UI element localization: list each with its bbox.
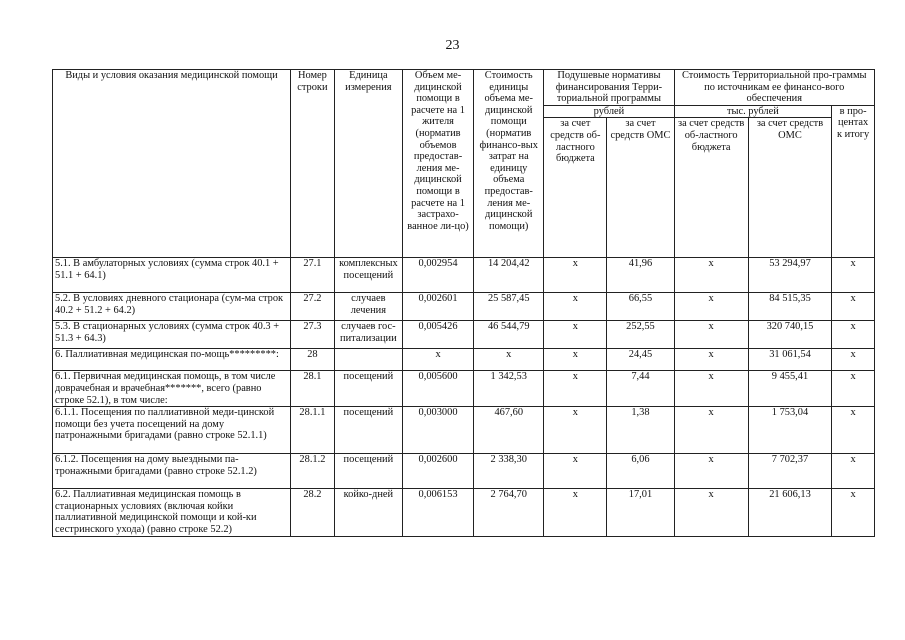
row-cost-oms: 21 606,13 <box>748 489 831 536</box>
row-norm-oms: 7,44 <box>607 371 674 407</box>
header-types: Виды и условия оказания медицинской помощи <box>53 70 291 258</box>
row-cost: 467,60 <box>474 407 544 454</box>
row-cost: 1 342,53 <box>474 371 544 407</box>
row-norm-oms: 24,45 <box>607 349 674 371</box>
row-norm-budget: х <box>544 349 607 371</box>
row-name: 5.1. В амбулаторных условиях (сумма строк 40.1 + 51.1 + 64.1) <box>53 258 291 293</box>
row-cost-oms: 53 294,97 <box>748 258 831 293</box>
row-cost: 2 338,30 <box>474 454 544 489</box>
row-norm-budget: х <box>544 371 607 407</box>
row-norm-oms: 1,38 <box>607 407 674 454</box>
row-percent: х <box>832 407 875 454</box>
table-row <box>53 258 875 293</box>
table-row <box>53 349 875 371</box>
row-cost-oms: 31 061,54 <box>748 349 831 371</box>
row-cost-budget: х <box>674 321 748 349</box>
row-norm-budget: х <box>544 489 607 536</box>
row-unit: случаев гос-питализации <box>334 321 402 349</box>
row-number: 27.3 <box>291 321 335 349</box>
table-row <box>53 407 875 454</box>
row-name: 6. Паллиативная медицинская по-мощь*********: <box>53 349 291 371</box>
row-cost-oms: 84 515,35 <box>748 293 831 321</box>
header-unit: Единица измерения <box>334 70 402 258</box>
table-row <box>53 293 875 321</box>
row-percent: х <box>832 258 875 293</box>
row-cost: 46 544,79 <box>474 321 544 349</box>
row-number: 27.2 <box>291 293 335 321</box>
row-volume: 0,005600 <box>402 371 473 407</box>
row-cost: х <box>474 349 544 371</box>
row-percent: х <box>832 321 875 349</box>
row-volume: 0,005426 <box>402 321 473 349</box>
row-percent: х <box>832 489 875 536</box>
row-unit: случаев лечения <box>334 293 402 321</box>
row-cost-oms: 9 455,41 <box>748 371 831 407</box>
row-cost-budget: х <box>674 489 748 536</box>
row-number: 28.1.1 <box>291 407 335 454</box>
row-name: 6.1.2. Посещения на дому выездными па-тронажными бригадами (равно строке 52.1.2) <box>53 454 291 489</box>
table-row <box>53 321 875 349</box>
header-cost: Стоимость единицы объема ме-дицинской помощи (норматив финансо-вых затрат на единицу объема предостав-ления ме-дицинской помощи) <box>474 70 544 258</box>
row-number: 28 <box>291 349 335 371</box>
row-number: 28.1.2 <box>291 454 335 489</box>
row-volume: х <box>402 349 473 371</box>
row-cost: 25 587,45 <box>474 293 544 321</box>
row-norm-budget: х <box>544 321 607 349</box>
row-norm-oms: 66,55 <box>607 293 674 321</box>
row-unit: койко-дней <box>334 489 402 536</box>
row-norm-oms: 17,01 <box>607 489 674 536</box>
row-volume: 0,003000 <box>402 407 473 454</box>
header-row-number: Номер строки <box>291 70 335 258</box>
row-norm-oms: 41,96 <box>607 258 674 293</box>
row-volume: 0,002600 <box>402 454 473 489</box>
row-unit: комплексных посещений <box>334 258 402 293</box>
row-unit: посещений <box>334 371 402 407</box>
row-norm-budget: х <box>544 407 607 454</box>
header-cost-unit: тыс. рублей <box>674 105 832 118</box>
financing-table <box>52 69 875 537</box>
row-cost-oms: 320 740,15 <box>748 321 831 349</box>
row-percent: х <box>832 349 875 371</box>
row-number: 28.2 <box>291 489 335 536</box>
row-number: 27.1 <box>291 258 335 293</box>
row-unit <box>334 349 402 371</box>
header-percent: в про-центах к итогу <box>832 105 875 258</box>
row-cost-budget: х <box>674 293 748 321</box>
header-norm-oms: за счет средств ОМС <box>607 118 674 258</box>
row-norm-budget: х <box>544 293 607 321</box>
header-norm-budget: за счет средств об-ластного бюджета <box>544 118 607 258</box>
header-volume: Объем ме-дицинской помощи в расчете на 1 жителя (норматив объемов предостав-ления ме-дицинской помощи в расчете на 1 застрахо-ванное ли-цо) <box>402 70 473 258</box>
table-row <box>53 371 875 407</box>
row-norm-budget: х <box>544 258 607 293</box>
row-norm-oms: 6,06 <box>607 454 674 489</box>
row-cost-oms: 7 702,37 <box>748 454 831 489</box>
row-cost-budget: х <box>674 407 748 454</box>
header-norms-group: Подушевые нормативы финансирования Терри-ториальной программы <box>544 70 674 106</box>
row-name: 6.1.1. Посещения по паллиативной меди-цинской помощи без учета посещений на дому патронажными бригадами (равно строке 52.1.1) <box>53 407 291 454</box>
row-volume: 0,002954 <box>402 258 473 293</box>
row-norm-budget: х <box>544 454 607 489</box>
row-cost: 2 764,70 <box>474 489 544 536</box>
page-number: 23 <box>445 38 460 53</box>
row-name: 5.3. В стационарных условиях (сумма строк 40.3 + 51.3 + 64.3) <box>53 321 291 349</box>
row-volume: 0,006153 <box>402 489 473 536</box>
row-name: 5.2. В условиях дневного стационара (сум-ма строк 40.2 + 51.2 + 64.2) <box>53 293 291 321</box>
header-cost-oms: за счет средств ОМС <box>748 118 831 258</box>
row-cost: 14 204,42 <box>474 258 544 293</box>
row-cost-budget: х <box>674 371 748 407</box>
row-unit: посещений <box>334 407 402 454</box>
row-norm-oms: 252,55 <box>607 321 674 349</box>
table-row <box>53 489 875 536</box>
header-cost-group: Стоимость Территориальной про-граммы по источникам ее финансо-вого обеспечения <box>674 70 874 106</box>
row-volume: 0,002601 <box>402 293 473 321</box>
row-unit: посещений <box>334 454 402 489</box>
row-number: 28.1 <box>291 371 335 407</box>
row-percent: х <box>832 371 875 407</box>
row-name: 6.2. Паллиативная медицинская помощь в стационарных условиях (включая койки паллиативной медицинской помощи и кой-ки сестринского ухода) (равно строке 52.2) <box>53 489 291 536</box>
row-cost-budget: х <box>674 258 748 293</box>
row-percent: х <box>832 293 875 321</box>
row-cost-budget: х <box>674 454 748 489</box>
row-name: 6.1. Первичная медицинская помощь, в том числе доврачебная и врачебная*******, всего (равно строке 52.1), в том числе: <box>53 371 291 407</box>
table-row <box>53 454 875 489</box>
row-cost-budget: х <box>674 349 748 371</box>
row-cost-oms: 1 753,04 <box>748 407 831 454</box>
row-percent: х <box>832 454 875 489</box>
header-norms-unit: рублей <box>544 105 674 118</box>
header-cost-budget: за счет средств об-ластного бюджета <box>674 118 748 258</box>
